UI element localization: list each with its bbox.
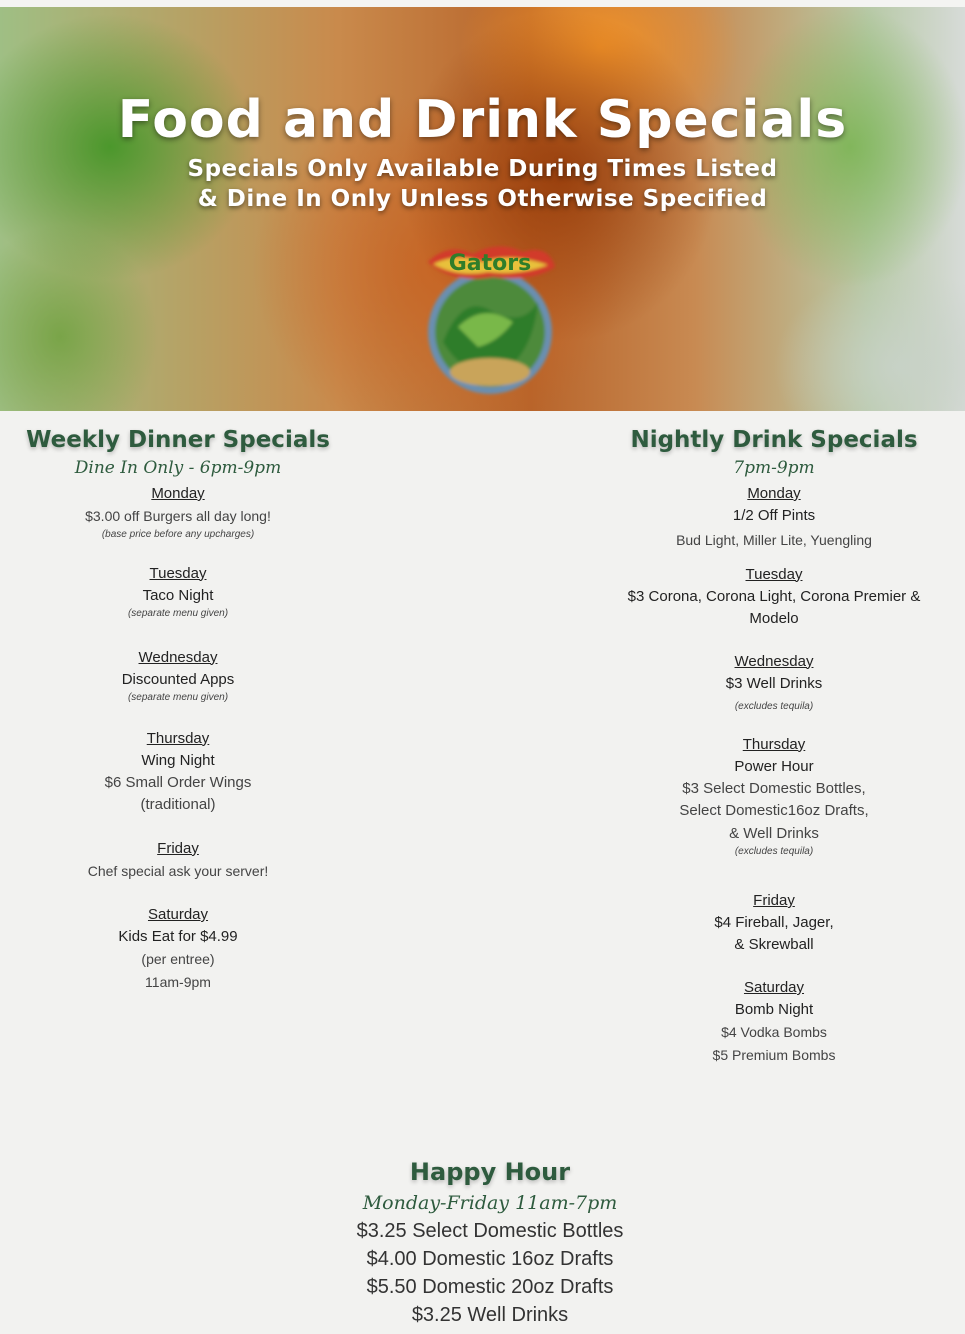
dinner-tuesday: [0, 563, 356, 621]
special-text: Kids Eat for $4.99: [118, 928, 238, 945]
drinks-thursday: [583, 734, 965, 860]
special-text: $3 Corona, Corona Light, Corona Premier &: [627, 587, 921, 605]
day-label: Monday: [151, 485, 205, 502]
drink-specials-section: [583, 423, 965, 1066]
drinks-monday: [583, 483, 965, 552]
special-detail: & Well Drinks: [729, 824, 819, 842]
special-text: $3.00 off Burgers all day long!: [85, 508, 271, 524]
special-detail: $4 Vodka Bombs: [721, 1024, 827, 1040]
day-label: Tuesday: [149, 564, 207, 582]
special-note: (base price before any upcharges): [101, 528, 255, 540]
special-detail: $6 Small Order Wings: [104, 773, 252, 791]
special-detail: Chef special ask your server!: [87, 862, 269, 879]
drink-specials-title: Nightly Drink Specials: [630, 427, 918, 453]
day-label: Thursday: [146, 729, 210, 747]
happy-hour-subtitle: Monday-Friday 11am-7pm: [362, 1192, 618, 1214]
day-label: Friday: [753, 892, 795, 909]
special-note: (separate menu given): [127, 691, 229, 703]
day-label: Wednesday: [138, 648, 218, 666]
dinner-specials-title: Weekly Dinner Specials: [26, 427, 330, 453]
hero-subtitle-line2: & Dine In Only Unless Otherwise Specified: [197, 186, 768, 212]
day-label: Saturday: [147, 906, 209, 923]
drinks-tuesday: [583, 564, 965, 630]
special-text: $4 Fireball, Jager,: [714, 914, 834, 931]
special-note: (separate menu given): [127, 607, 229, 619]
happy-hour-item: $4.00 Domestic 16oz Drafts: [366, 1248, 614, 1270]
special-detail: 11am-9pm: [145, 973, 211, 990]
special-text: & Skrewball: [734, 936, 814, 953]
hero-banner: [0, 7, 965, 411]
special-text: Bomb Night: [734, 1001, 814, 1018]
special-text: $3 Well Drinks: [725, 674, 823, 692]
special-note: (excludes tequila): [734, 700, 814, 712]
happy-hour-item: $3.25 Well Drinks: [411, 1304, 569, 1326]
day-label: Friday: [157, 839, 199, 857]
dinner-specials-subtitle: Dine In Only - 6pm-9pm: [74, 458, 282, 478]
drinks-wednesday: [583, 651, 965, 714]
day-label: Thursday: [742, 735, 806, 753]
dinner-saturday: [0, 904, 356, 993]
happy-hour-title: Happy Hour: [409, 1158, 571, 1186]
happy-hour-section: [0, 1155, 965, 1329]
restaurant-logo: [423, 232, 557, 402]
happy-hour-item: $3.25 Select Domestic Bottles: [356, 1220, 624, 1242]
special-text: Taco Night: [142, 586, 214, 604]
special-detail: (per entree): [141, 951, 215, 967]
drinks-friday: [583, 890, 965, 956]
hero-subtitle-line1: Specials Only Available During Times Listed: [187, 156, 778, 182]
happy-hour-item: $5.50 Domestic 20oz Drafts: [366, 1276, 614, 1298]
hero-subtitle: [0, 154, 965, 214]
day-label: Wednesday: [734, 652, 814, 670]
day-label: Saturday: [743, 979, 805, 996]
day-label: Tuesday: [745, 565, 803, 583]
dinner-specials-section: [0, 423, 356, 993]
special-detail: (traditional): [140, 796, 216, 813]
special-text: Wing Night: [141, 751, 215, 769]
top-strip: [0, 0, 965, 7]
special-detail: Bud Light, Miller Lite, Yuengling: [676, 532, 872, 548]
dinner-thursday: [0, 728, 356, 817]
drink-specials-subtitle: 7pm-9pm: [733, 458, 815, 478]
special-text: 1/2 Off Pints: [732, 507, 816, 524]
special-detail: Select Domestic16oz Drafts,: [679, 802, 869, 819]
svg-text:Gators: Gators: [448, 251, 532, 276]
dinner-monday: [0, 483, 356, 542]
special-note: (excludes tequila): [734, 846, 814, 857]
page-title: Food and Drink Specials: [117, 90, 848, 150]
special-detail: $5 Premium Bombs: [712, 1046, 836, 1063]
dinner-wednesday: [0, 647, 356, 705]
special-detail: $3 Select Domestic Bottles,: [682, 779, 866, 797]
dinner-friday: [0, 838, 356, 883]
special-text: Discounted Apps: [121, 670, 235, 688]
drinks-saturday: [583, 977, 965, 1066]
special-text: Modelo: [749, 609, 799, 627]
special-text: Power Hour: [734, 757, 814, 775]
day-label: Monday: [747, 485, 801, 502]
